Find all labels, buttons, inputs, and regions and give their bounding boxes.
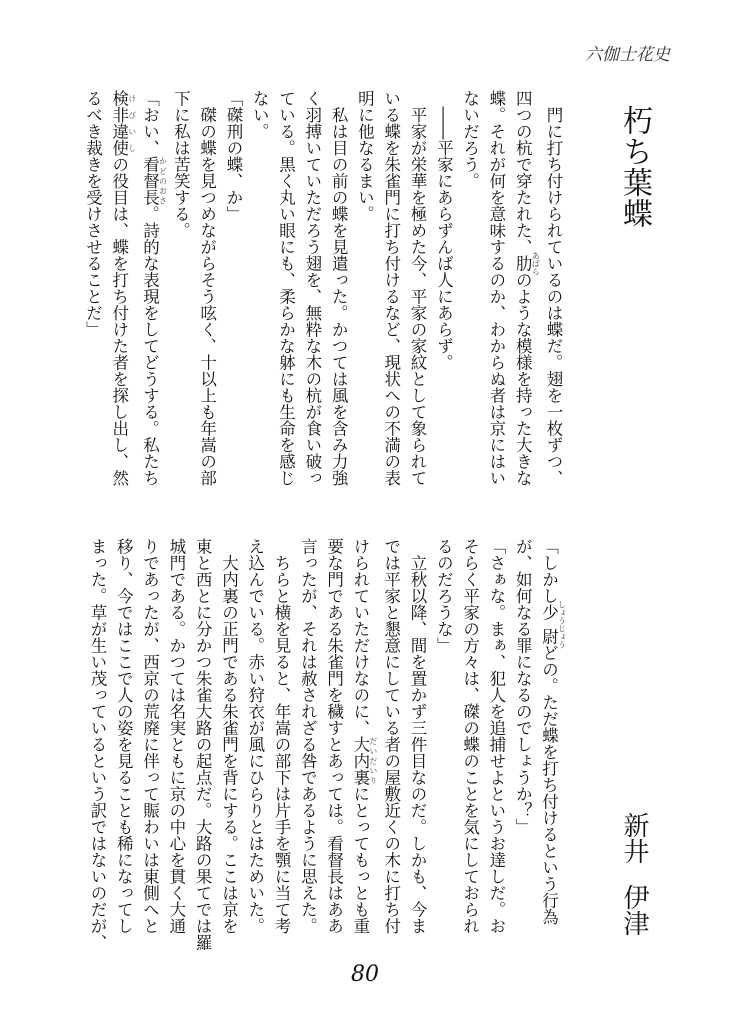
text-line xyxy=(220,90,246,505)
text-line xyxy=(193,90,219,505)
text-segment: ない。 xyxy=(250,90,270,140)
running-header: 六伽士花史 xyxy=(585,45,670,65)
text-line xyxy=(246,90,272,505)
ruby-reading: かどのおさ xyxy=(158,156,168,206)
text-segment: 四つの杭で穿たれた、 xyxy=(513,90,533,255)
text-line xyxy=(268,538,294,953)
text-segment: ちらと横を見ると、年嵩の部下は片手を顎に当て考 xyxy=(272,538,292,934)
text-segment: 蝶。それが何を意味するのか、わからぬ者は京にはい xyxy=(486,90,506,486)
text-line xyxy=(456,538,482,953)
text-segment: どの。ただ蝶を打ち付けるという行為 xyxy=(539,644,559,925)
ruby-reading: しょうじょう xyxy=(557,600,567,649)
text-segment: 明に他なるまい。 xyxy=(355,90,375,222)
ruby-reading: だいだいり xyxy=(368,736,378,786)
text-line xyxy=(163,538,189,953)
text-segment: まった。草が生い茂っているという訳ではないのだが、 xyxy=(87,538,107,951)
text-line xyxy=(509,90,540,505)
text-segment: 下に私は苦笑する。 xyxy=(171,90,191,239)
text-segment: ている。黒く丸い眼にも、柔らかな躰にも生命を感じ xyxy=(276,90,296,486)
text-segment: 「おい、 xyxy=(140,90,160,156)
text-line xyxy=(535,538,566,953)
text-segment: 。詩的な表現をしてどうする。私たち xyxy=(140,205,160,486)
text-line xyxy=(351,90,377,505)
text-segment: 門に打ち付けられているのは蝶だ。翅を一枚ずつ、 xyxy=(544,90,563,486)
author-name xyxy=(616,812,653,936)
text-segment: 磔の蝶を見つめながらそう呟く、十以上も年嵩の部 xyxy=(197,90,217,486)
text-segment: るべき裁きを受けさせることだ」 xyxy=(83,90,103,338)
text-line xyxy=(377,90,403,505)
text-line xyxy=(136,90,167,505)
ruby-annotated-word xyxy=(539,600,567,649)
text-segment: にとってもっとも重 xyxy=(350,785,370,934)
text-line xyxy=(241,538,267,953)
body-text-upper xyxy=(79,90,566,505)
text-line xyxy=(167,90,193,505)
text-line xyxy=(509,538,535,953)
text-segment: 「しかし xyxy=(539,538,559,604)
text-segment: ――平家にあらずんば人にあらず。 xyxy=(434,90,454,371)
ruby-reading: けびいし xyxy=(127,90,137,156)
ruby-base: 検非違使 xyxy=(109,90,129,156)
text-segment: のような模様を持った大きな xyxy=(513,271,533,486)
text-line xyxy=(105,90,136,505)
text-line xyxy=(430,90,456,505)
text-line xyxy=(404,538,430,953)
body-text-lower xyxy=(84,538,566,953)
author-surname: 新井 xyxy=(619,812,649,864)
text-segment: 要な門である朱雀門を穢すとあっては。看督長はああ xyxy=(324,538,344,934)
ruby-base: 肋 xyxy=(513,251,533,276)
story-title: 朽ち葉蝶 xyxy=(617,105,652,229)
ruby-annotated-word xyxy=(350,736,378,786)
ruby-base: 看督長 xyxy=(140,156,160,206)
text-line xyxy=(136,538,162,953)
text-segment: の役目は、蝶を打ち付けた者を探し出し、然 xyxy=(109,156,129,486)
text-segment: ないだろう。 xyxy=(460,90,480,189)
text-segment: 言ったが、それは赦されざる咎であるように思えた。 xyxy=(298,538,318,934)
ruby-annotated-word xyxy=(513,251,541,276)
text-line xyxy=(215,538,241,953)
text-segment: え込んでいる。赤い狩衣が風にひらりとはためいた。 xyxy=(245,538,265,934)
text-segment: では平家と懇意にしている者の屋敷近くの木に打ち付 xyxy=(381,538,401,934)
text-line xyxy=(347,538,378,953)
text-line xyxy=(84,538,110,953)
text-segment: 城門である。かつては名実ともに京の中心を貫く大通 xyxy=(166,538,186,934)
text-segment: いる蝶を朱雀門に打ち付けるなど、現状への不満の表 xyxy=(381,90,401,486)
text-line xyxy=(189,538,215,953)
text-line xyxy=(325,90,351,505)
text-segment: るのだろうな」 xyxy=(434,538,454,654)
text-line xyxy=(272,90,298,505)
text-segment: 東と西とに分かつ朱雀大路の起点だ。大路の果てでは羅 xyxy=(193,538,213,951)
ruby-annotated-word xyxy=(140,156,168,206)
ruby-base: 少尉 xyxy=(539,600,559,649)
text-segment: が、如何なる罪になるのでしょうか？」 xyxy=(513,538,533,835)
text-segment: りであったが、西京の荒廃に伴って賑わいは東側へと xyxy=(140,538,160,934)
text-line xyxy=(320,538,346,953)
ruby-reading: あばら xyxy=(531,251,541,276)
page-number: 80 xyxy=(351,962,379,987)
ruby-annotated-word xyxy=(109,90,137,156)
text-line xyxy=(377,538,403,953)
text-line xyxy=(299,90,325,505)
text-line xyxy=(540,90,566,505)
text-segment: く羽搏いていただろう翅を、無粋な木の杭が食い破っ xyxy=(302,90,322,486)
text-segment: そらく平家の方々は、磔の蝶のことを気にしておられ xyxy=(460,538,480,934)
text-line xyxy=(294,538,320,953)
text-segment: 大内裏の正門である朱雀門を背にする。ここは京を xyxy=(219,538,239,934)
text-line xyxy=(110,538,136,953)
text-line xyxy=(483,90,509,505)
text-segment: 平家が栄華を極めた今、平家の家紋として象られて xyxy=(408,90,428,486)
text-line xyxy=(430,538,456,953)
text-line xyxy=(483,538,509,953)
text-line xyxy=(79,90,105,505)
text-segment: 「さぁな。まぁ、犯人を追捕せよというお達しだ。お xyxy=(486,538,506,934)
text-segment: 「磔刑の蝶、か」 xyxy=(223,90,243,222)
text-line xyxy=(404,90,430,505)
text-segment: 移り、今ではここで人の姿を見ることも稀になってし xyxy=(114,538,134,934)
text-segment: 私は目の前の蝶を見遣った。かつては風を含み力強 xyxy=(329,90,349,486)
text-segment: けられていただけなのに、 xyxy=(350,538,370,736)
text-line xyxy=(456,90,482,505)
text-segment: 立秋以降、間を置かず三件目なのだ。しかも、今ま xyxy=(408,538,428,934)
ruby-base: 大内裏 xyxy=(350,736,370,786)
author-given-name: 伊津 xyxy=(619,884,649,936)
